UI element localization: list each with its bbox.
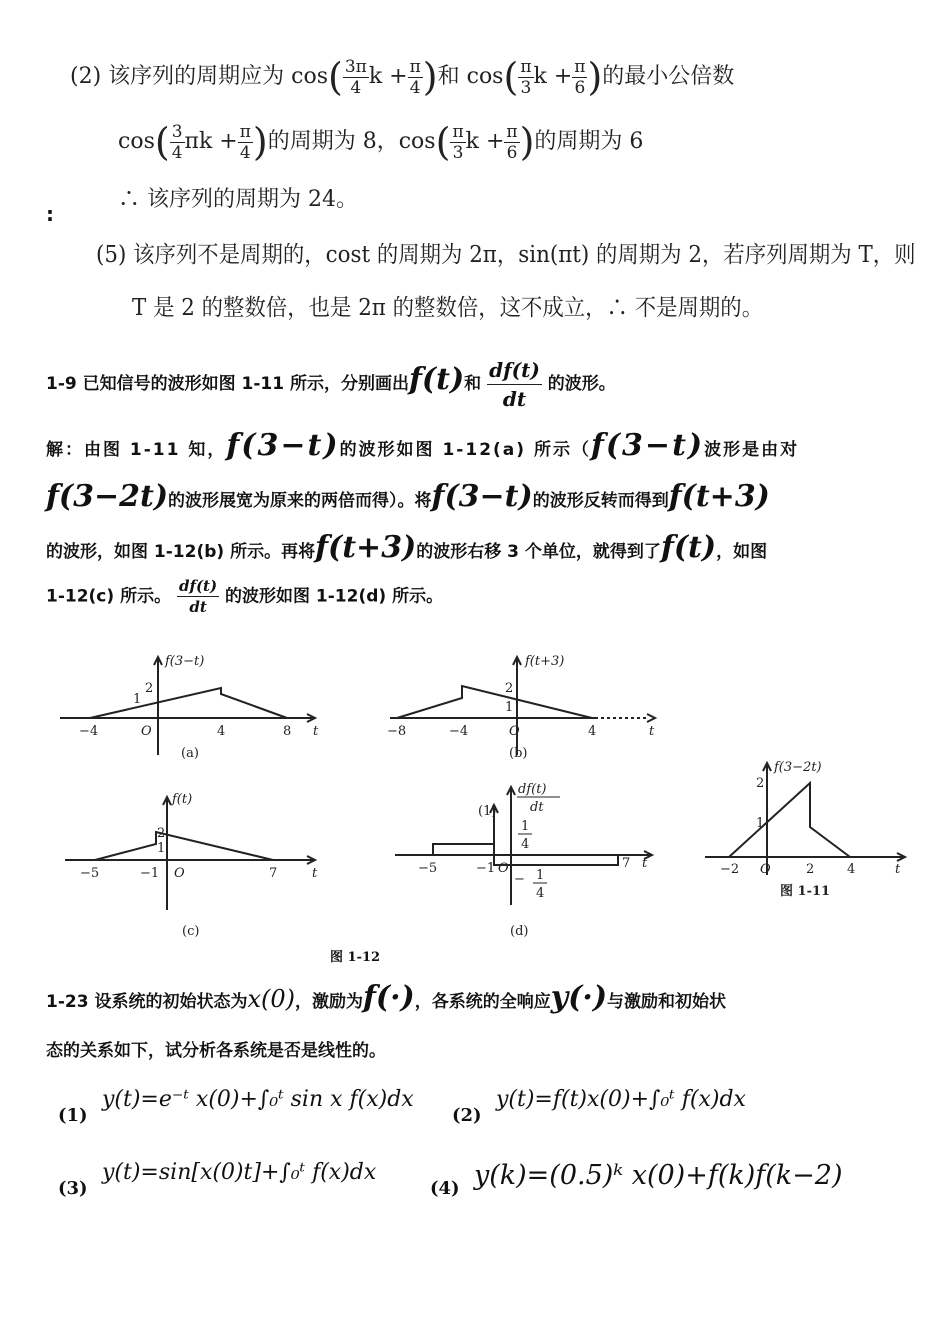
dfdt-fraction [487, 356, 542, 413]
x-axis-arrow [647, 714, 655, 722]
q19-text: 和 [464, 374, 482, 394]
eq2-label: (2) [452, 1105, 482, 1126]
tick-label: 4 [588, 724, 597, 739]
q123-text: 1-23 设系统的初始状态为 [46, 992, 248, 1012]
paren: ) [519, 120, 535, 164]
q123-line1 [46, 980, 916, 1015]
math-f-3-minus-t: f(3−t) [590, 428, 705, 463]
p2-line3: ∴ 该序列的周期为 24。 [118, 187, 358, 212]
q19-text: 的波形，如图 1-12(b) 所示。再将 [46, 542, 316, 562]
tick-label: 1 [157, 841, 166, 856]
figure-main-caption: 图 1-12 [330, 950, 381, 965]
frac-den: dt [502, 386, 527, 411]
math-f-t: f(t) [660, 530, 717, 565]
math-f-3-minus-2t: f(3−2t) [46, 479, 169, 514]
tick-label: 4 [847, 862, 856, 877]
p5-line1: (5) 该序列不是周期的，cost 的周期为 2π，sin(πt) 的周期为 2，若序列周期为 T，则 [96, 242, 916, 268]
paren: ( [503, 55, 519, 99]
eq1-label: (1) [58, 1105, 88, 1126]
eq2: y(t)=f(t)x(0)+∫₀ᵗ f(x)dx [496, 1087, 746, 1112]
eq4: y(k)=(0.5)ᵏ x(0)+f(k)f(k−2) [474, 1160, 843, 1191]
waveform [90, 688, 287, 718]
paren: ) [252, 120, 268, 164]
tick-label: 4 [536, 886, 545, 901]
q19-line1 [46, 350, 616, 414]
frac-num: 3 [171, 121, 183, 142]
tick-label: − [514, 872, 525, 887]
frac-den: 3 [520, 77, 532, 98]
tick-label: 1 [536, 868, 545, 883]
impulse-label: (1) [478, 804, 497, 819]
eq3: y(t)=sin[x(0)t]+∫₀ᵗ f(x)dx [102, 1160, 377, 1185]
tick-label: O [174, 866, 185, 881]
frac-num: π [520, 56, 532, 77]
frac-den: 4 [239, 142, 251, 163]
tick-label: 2 [505, 681, 514, 696]
math-y-dot: y(·) [550, 980, 608, 1015]
frac-den: 6 [506, 142, 518, 163]
fraction [408, 57, 423, 98]
tick-label: O [498, 861, 509, 876]
paren: ( [154, 120, 170, 164]
fig-label: df(t) [518, 782, 547, 797]
p2-text: cos [118, 129, 155, 154]
math-f-3-minus-t: f(3−t) [431, 479, 533, 514]
frac-den: dt [189, 598, 207, 616]
tick-label: −1 [476, 861, 496, 876]
tick-label: t [642, 856, 648, 871]
paren: ) [422, 55, 438, 99]
tick-label: O [509, 724, 520, 739]
q19-line3 [46, 479, 906, 514]
p2-text: k + [465, 129, 505, 154]
p2-text: (2) 该序列的周期应为 cos [70, 64, 329, 89]
tick-label: 8 [283, 724, 292, 739]
q19-text: 的波形展宽为原来的两倍而得）。将 [168, 491, 432, 511]
frac-num: 3π [344, 56, 367, 77]
paren: ( [435, 120, 451, 164]
paren: ( [328, 55, 343, 99]
tick-label: 1 [505, 700, 514, 715]
tick-label: 1 [756, 816, 765, 831]
figure-c [60, 785, 330, 945]
q19-text: 的波形反转而得到 [532, 491, 669, 511]
p2-text: 的周期为 6 [534, 129, 644, 154]
waveform [729, 783, 850, 857]
q123-text: ，各系统的全响应 [414, 992, 551, 1012]
tick-label: −1 [140, 866, 160, 881]
fig-label: dt [530, 800, 544, 815]
fraction [238, 122, 253, 163]
fig-caption: (a) [181, 746, 199, 761]
math-x0: x(0) [247, 985, 295, 1013]
q19-line5 [46, 576, 443, 617]
math-f-3-minus-t: f(3−t) [226, 428, 340, 463]
eq3-label: (3) [58, 1178, 88, 1199]
tick-label: 2 [145, 681, 154, 696]
fraction [518, 57, 533, 98]
fraction [572, 57, 587, 98]
frac-den: 4 [409, 77, 421, 98]
tick-label: 1 [521, 819, 530, 834]
fig-label: f(3−2t) [774, 760, 822, 775]
frac-num: df(t) [179, 577, 218, 595]
fraction [504, 122, 519, 163]
fig-caption: (c) [182, 924, 200, 939]
eq4-label: (4) [430, 1178, 460, 1199]
fraction [170, 122, 185, 163]
tick-label: −8 [387, 724, 407, 739]
tick-label: −2 [720, 862, 740, 877]
q19-text: 的波形如图 1-12(d) 所示。 [225, 586, 444, 607]
tick-label: t [649, 724, 655, 739]
math-f-dot: f(·) [363, 980, 415, 1015]
figure-b [385, 645, 675, 765]
math-f-t: f(t) [409, 362, 465, 397]
figure-d [390, 775, 670, 945]
fig-label: f(t+3) [525, 654, 565, 669]
tick-label: 2 [756, 776, 765, 791]
tick-label: t [312, 866, 318, 881]
frac-num: π [574, 56, 586, 77]
tick-label: 2 [157, 826, 166, 841]
q19-text: 解：由图 1-11 知， [46, 440, 227, 460]
fig-caption: 图 1-11 [780, 884, 831, 899]
tick-label: t [895, 862, 901, 877]
frac-den: 3 [452, 142, 464, 163]
frac-den: 6 [574, 77, 586, 98]
q19-text: 1-9 已知信号的波形如图 1-11 所示，分别画出 [46, 374, 410, 394]
q19-text: 的波形右移 3 个单位，就得到了 [416, 542, 661, 562]
frac-den: 4 [350, 77, 362, 98]
q19-text: 的波形。 [547, 374, 616, 394]
tick-label: t [313, 724, 319, 739]
paren: ) [587, 55, 603, 99]
frac-num: π [239, 121, 251, 142]
tick-label: 7 [269, 866, 278, 881]
frac-den: 4 [171, 142, 183, 163]
tick-label: 2 [806, 862, 815, 877]
tick-label: −5 [80, 866, 100, 881]
math-f-t-plus-3: f(t+3) [315, 530, 417, 565]
p5-line2: T 是 2 的整数倍，也是 2π 的整数倍，这不成立，∴ 不是周期的。 [132, 295, 764, 321]
frac-num: π [452, 121, 464, 142]
q123-text: 与激励和初始状 [607, 992, 727, 1012]
tick-label: 4 [521, 837, 530, 852]
p2-text: k + [533, 64, 573, 89]
tick-label: −4 [79, 724, 99, 739]
math-f-t-plus-3: f(t+3) [668, 479, 770, 514]
p2-text: 的最小公倍数 [602, 64, 735, 89]
tick-label: 1 [133, 692, 142, 707]
waveform [95, 832, 273, 860]
q19-line4 [46, 530, 916, 565]
tick-label: O [141, 724, 152, 739]
q19-line2 [46, 428, 906, 463]
p2-text: 和 cos [437, 64, 504, 89]
tick-label: −5 [418, 861, 438, 876]
q123-line2: 态的关系如下，试分析各系统是否是线性的。 [46, 1041, 386, 1061]
p2-text: πk + [184, 129, 238, 154]
p2-text: 的周期为 8，cos [267, 129, 436, 154]
frac-num: df(t) [487, 356, 542, 385]
dfdt-fraction [177, 576, 219, 617]
fig-label: f(t) [172, 792, 193, 807]
fig-caption: (b) [509, 746, 528, 761]
fraction [450, 122, 465, 163]
tick-label: −4 [449, 724, 469, 739]
frac-num: π [409, 56, 421, 77]
q19-text: 波形是由对 [704, 440, 800, 460]
tick-label: 4 [217, 724, 226, 739]
fig-label: f(3−t) [165, 654, 205, 669]
waveform [397, 686, 592, 718]
fraction [343, 57, 369, 98]
q123-text: ，激励为 [295, 992, 363, 1012]
p2-line2 [118, 120, 643, 164]
q19-text: ，如图 [716, 542, 768, 562]
fig-caption: (d) [510, 924, 529, 939]
q19-text: 1-12(c) 所示。 [46, 586, 172, 607]
tick-label: O [760, 862, 771, 877]
figure-1-11 [700, 755, 910, 905]
p2-line1 [70, 55, 734, 99]
figure-a [55, 645, 325, 765]
p2-text: k + [368, 64, 408, 89]
stray-colon: : [46, 202, 54, 226]
tick-label: 7 [622, 856, 631, 871]
q19-text: 的波形如图 1-12(a) 所示（ [339, 440, 591, 460]
eq1: y(t)=e⁻ᵗ x(0)+∫₀ᵗ sin x f(x)dx [102, 1087, 414, 1112]
frac-num: π [506, 121, 518, 142]
